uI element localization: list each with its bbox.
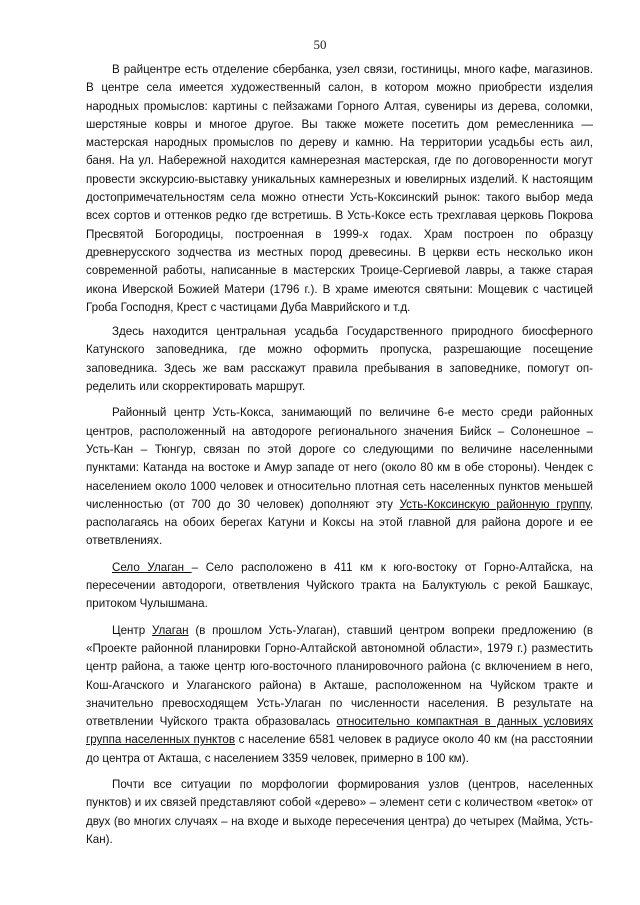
- paragraph-5-text-middle: (в прошлом Усть-Улаган), ставший центром вопреки предложению (в «Проекте районной планировки Горно-Алтайской автономной области», 1979 г.) разместить центр района, а также центр юго-восточного планировочного района (с включением в него, Кош-Агачского и Улаганского района) в Акташе, расположенном на Чуйском тракте и значительно превосходящем Усть-Улаган по численности населения. В результате на ответвлении Чуйского тракта образовалась: [86, 623, 594, 729]
- paragraph-3: [86, 404, 593, 550]
- paragraph-5-text-before: Центр: [112, 623, 152, 637]
- underlined-term-ulagan: Улаган: [151, 623, 189, 637]
- paragraph-3-text-before: Районный центр Усть-Кокса, занимающий по величине 6-е место среди районных центров, расположенный на автодороге регионального значения Бийск – Солонешное – Усть-Кан – Тюнгур, связан по этой дороге со следующими по величине населенными пунктами: Катанда на востоке и Амур западе от него (около 80 км в обе стороны). Чендек с населением около 1000 человек и относительно плотная сеть населенных пунктов меньшей численностью (от 700 до 30 человек) дополняют эту: [86, 406, 593, 511]
- paragraph-6: [86, 776, 593, 849]
- underlined-term-ust-koksa-group: Усть-Коксинскую районную группу: [399, 497, 590, 511]
- paragraph-2: [86, 323, 593, 396]
- paragraph-4: [86, 559, 593, 614]
- paragraph-4-text-after: – Село расположено в 411 км к юго-востоку от Горно-Алтайска, на пересечении автодороги, ответвления Чуйского тракта на Балуктуюль с рекой Башкаус, притоком Чулышмана.: [86, 560, 593, 611]
- paragraph-5-text-after: с население 6581 человек в радиусе около 40 км (на расстоянии до центра от Акташа, с населением 3359 человек, примерно в 100 км).: [86, 733, 593, 765]
- paragraph-1-text: В райцентре есть отделение сбербанка, узел связи, гостиницы, много кафе, магазинов. В центре села имеется художественный салон, в котором можно приобрести изделия народных промыслов: картины с пейзажами Горного Алтая, сувениры из дерева, соломки, шерстяные ковры и многое другое. Вы также можете посетить дом ремесленника — мастерская народных промыслов по дереву и камню. На территории усадьбы есть аил, баня. На ул. Набережной находится камнерезная мастерская, где по договоренности могут провести экскурсию-выставку уникальных камнерезных и ювелирных изделий. К настоящим достопримечательностям села можно отнести Усть-Коксинский рынок: такого выбор меда всех сортов и оттенков редко где встретишь. В Усть-Коксе есть трехглавая церковь Покрова Пресвятой Богородицы, построенная в 1999-х годах. Храм построен по образцу древнерусского зодчества из местных пород древесины. В церкви есть несколько икон современной работы, написанные в мастерских Троице-Сергиевой лавры, а также старая икона Иверской Божией Матери (1796 г.). В храме имеются святыни: Мощевик с частицей Гроба Господня, Крест с частицами Дуба Маврийского и т.д.: [86, 63, 593, 314]
- underlined-term-compact-group: относительно компактная в данных условиях группа населенных пунктов: [86, 715, 593, 747]
- paragraph-5: [86, 622, 593, 768]
- paragraph-1: [86, 61, 593, 317]
- paragraph-6-text: Почти все ситуации по морфологии формирования узлов (центров, населенных пунктов) и их связей представляют собой «дерево» – элемент сети с количеством «веток» от двух (во многих случаях – на входе и выходе пересечения центра) до четырех (Майма, Усть-Кан).: [86, 777, 593, 846]
- paragraph-2-text: Здесь находится центральная усадьба Государственного природного биосферного Катунского заповедника, где можно оформить пропуска, разрешающие посещение заповедника. Здесь же вам расскажут правила пребывания в заповеднике, помогут определить или скорректировать маршрут.: [86, 325, 593, 394]
- page-number: 50: [313, 37, 327, 52]
- page-body: [86, 61, 593, 857]
- underlined-term-ulagan-village: Село Улаган: [112, 560, 192, 574]
- paragraph-3-text-after: , располагаясь на обоих берегах Катуни и Коксы на этой главной для района дороге и ее ответвлениях.: [86, 497, 594, 548]
